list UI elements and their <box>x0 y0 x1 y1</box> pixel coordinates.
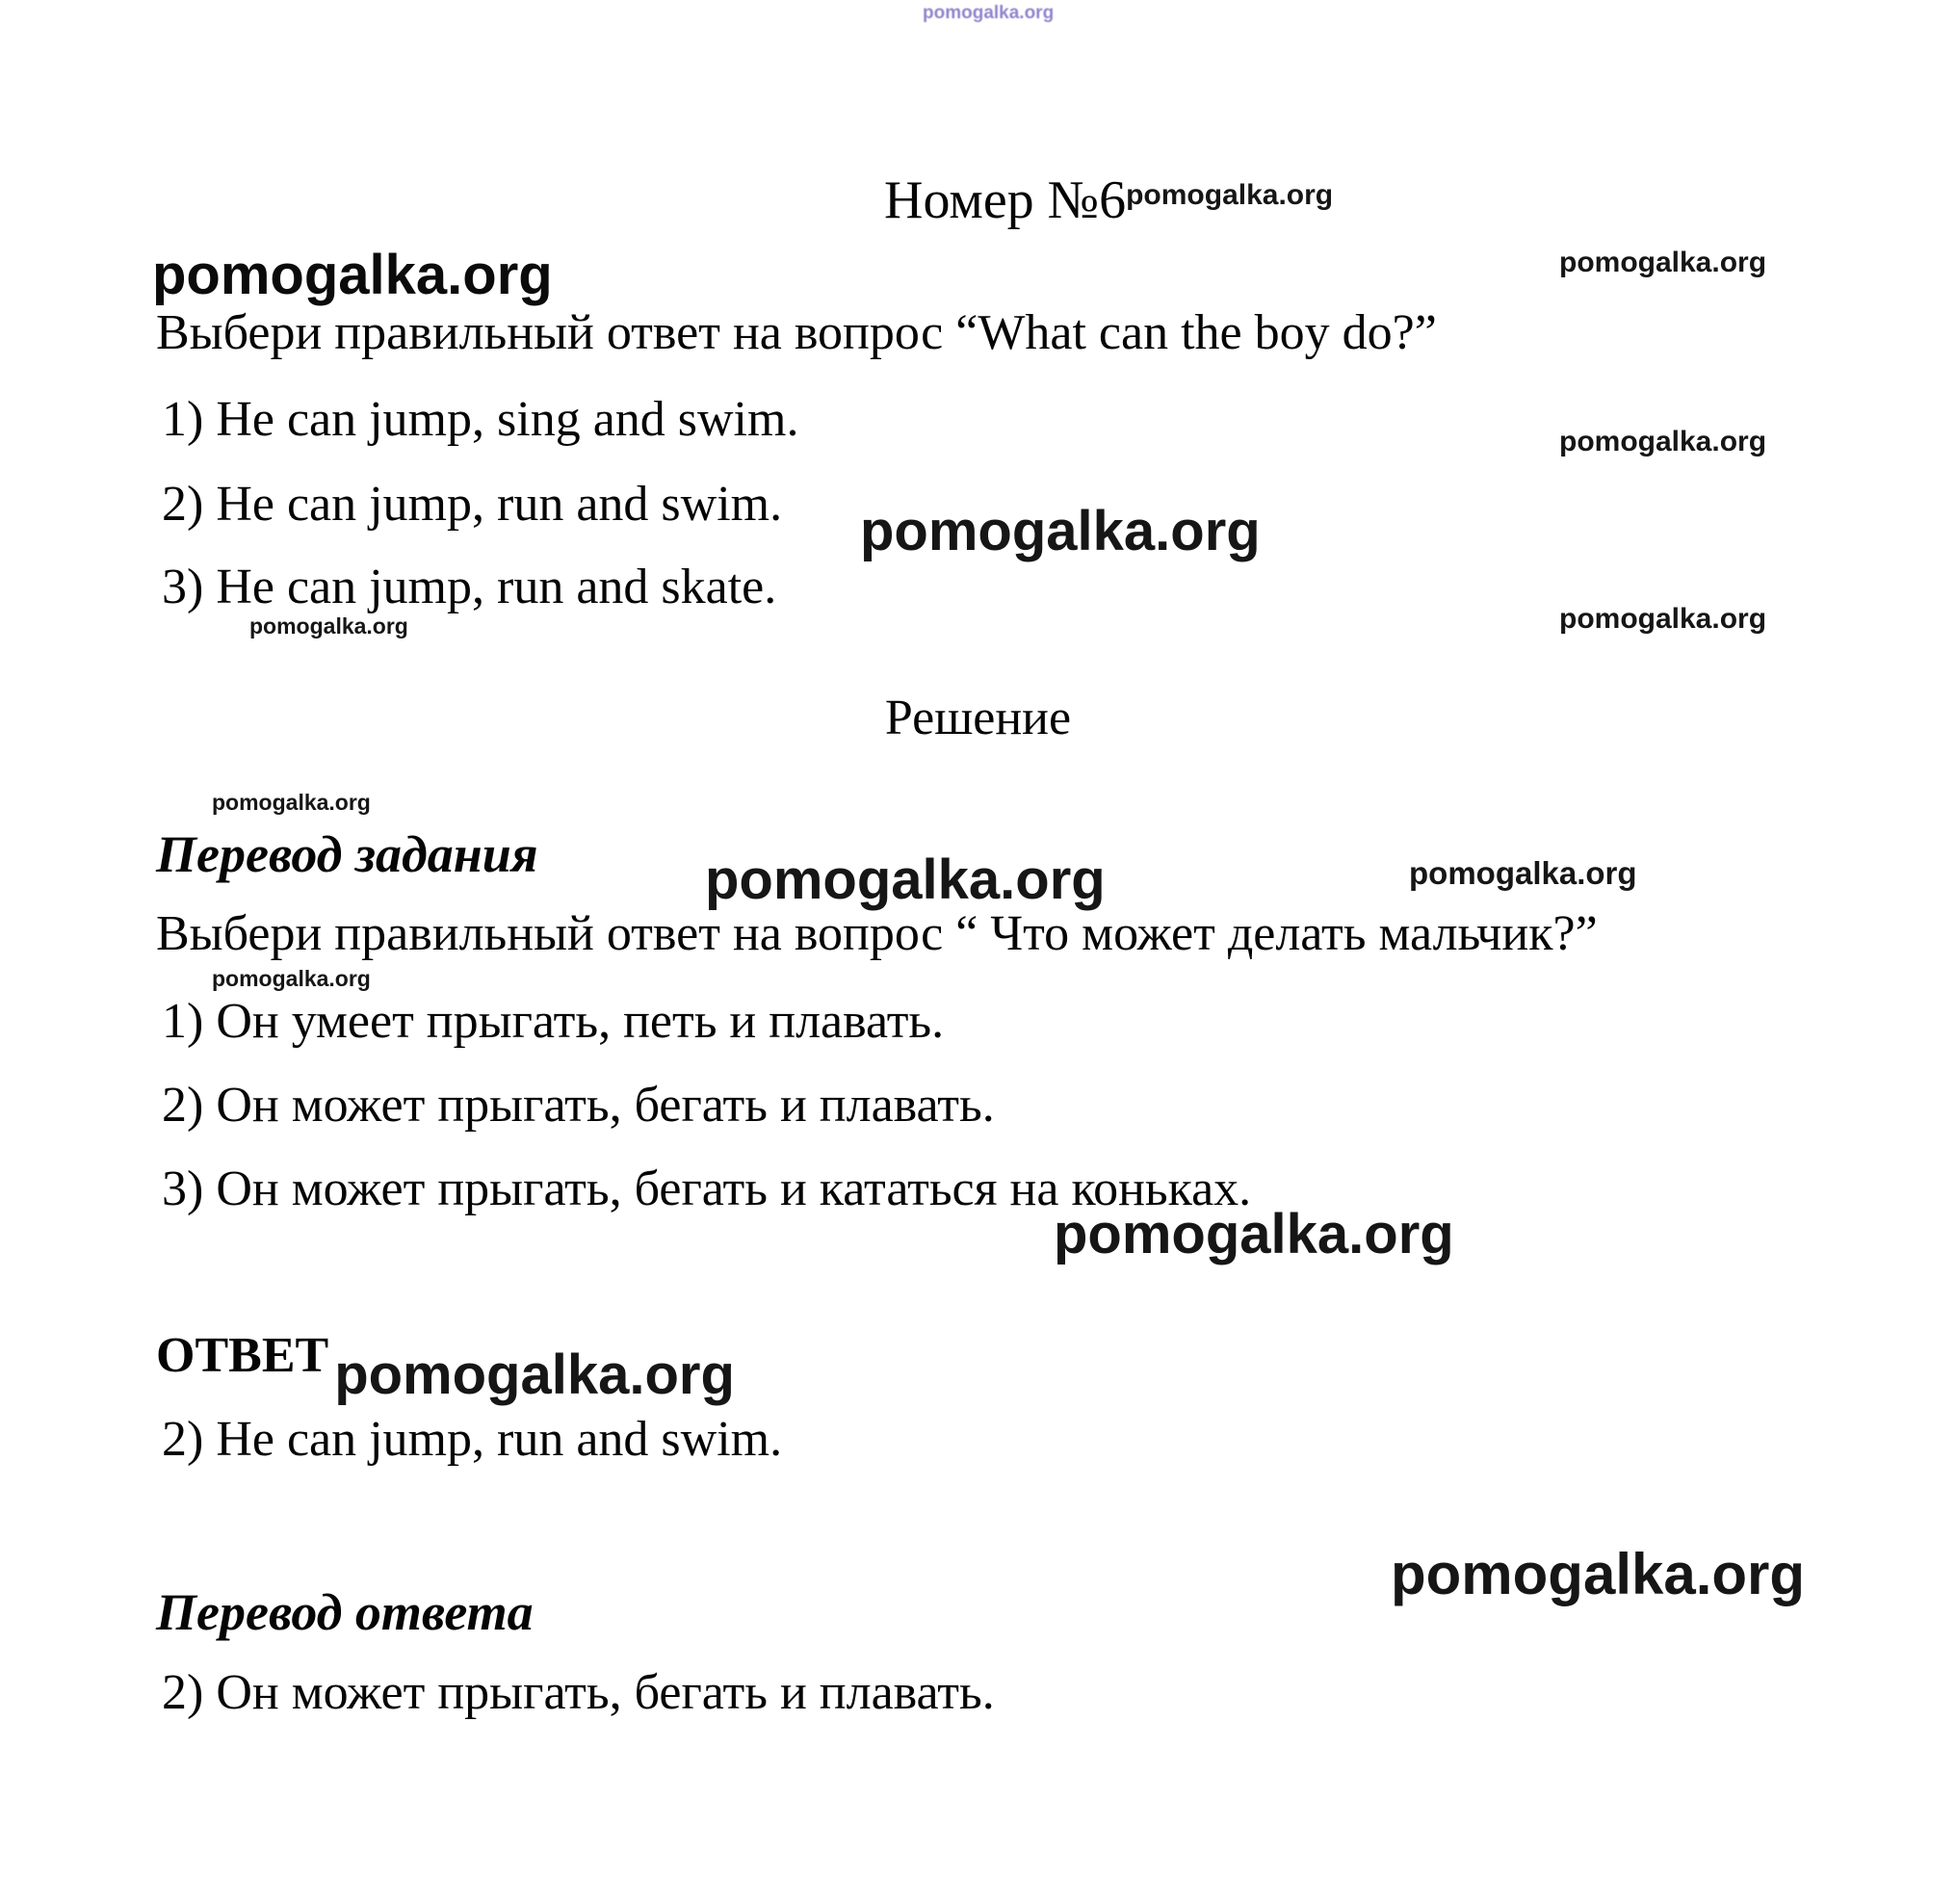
watermark-right-3: pomogalka.org <box>1559 603 1767 635</box>
answer-row <box>156 1327 735 1407</box>
watermark-bold-left: pomogalka.org <box>152 244 553 306</box>
watermark-center-2: pomogalka.org <box>705 848 1106 911</box>
watermark-title: pomogalka.org <box>1126 179 1334 211</box>
translation-option-2: 2) Он может прыгать, бегать и плавать. <box>162 1078 995 1133</box>
answer-heading: ОТВЕТ <box>156 1328 329 1383</box>
answer-text: 2) He can jump, run and swim. <box>162 1412 783 1467</box>
answer-translation-heading: Перевод ответа <box>156 1583 534 1641</box>
title-row <box>884 171 1333 231</box>
watermark-right-4: pomogalka.org <box>1409 855 1637 891</box>
watermark-center-3: pomogalka.org <box>1054 1203 1454 1265</box>
translation-option-1: 1) Он умеет прыгать, петь и плавать. <box>162 994 945 1049</box>
watermark-small-2: pomogalka.org <box>212 790 371 815</box>
watermark-answer: pomogalka.org <box>334 1343 735 1406</box>
watermark-right-1: pomogalka.org <box>1559 247 1767 278</box>
answer-translation-text: 2) Он может прыгать, бегать и плавать. <box>162 1665 995 1720</box>
task-option-1: 1) He can jump, sing and swim. <box>162 392 799 447</box>
watermark-right-5: pomogalka.org <box>1391 1542 1806 1606</box>
watermark-small-1: pomogalka.org <box>249 613 408 639</box>
solution-heading: Решение <box>884 691 1072 745</box>
watermark-right-2: pomogalka.org <box>1559 426 1767 457</box>
watermark-center-1: pomogalka.org <box>860 500 1261 562</box>
task-option-2: 2) He can jump, run and swim. <box>162 477 783 532</box>
translation-heading: Перевод задания <box>156 825 538 883</box>
task-question: Выбери правильный ответ на вопрос “What can the boy do?” <box>156 305 1437 360</box>
translation-option-3: 3) Он может прыгать, бегать и кататься на коньках. <box>162 1161 1252 1216</box>
watermark-top: pomogalka.org <box>923 3 1055 23</box>
task-option-3: 3) He can jump, run and skate. <box>162 560 777 614</box>
page-title: Номер №6 <box>884 170 1127 230</box>
watermark-small-3: pomogalka.org <box>212 966 371 991</box>
translation-question: Выбери правильный ответ на вопрос “ Что может делать мальчик?” <box>156 906 1598 961</box>
